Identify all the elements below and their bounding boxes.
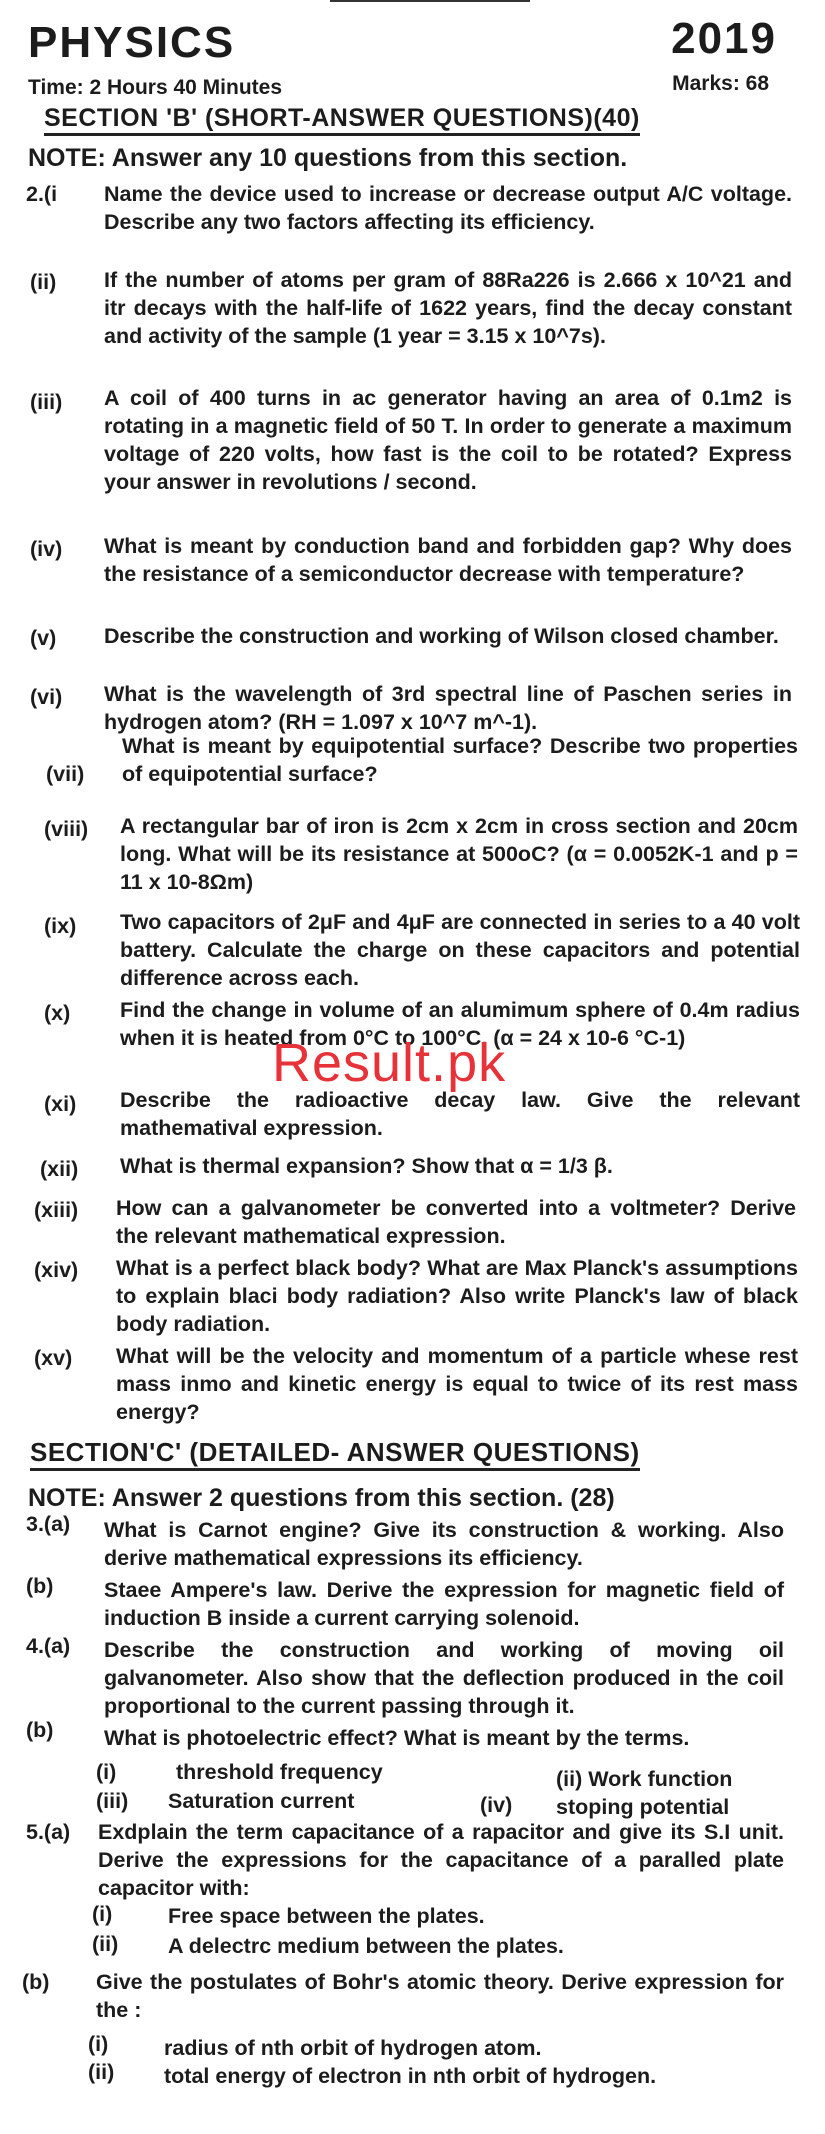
paper-title: PHYSICS [28,18,236,67]
question-text: A rectangular bar of iron is 2cm x 2cm in cross section and 20cm long. What will be its resistance at 500oC? (α = 0.0052K-1 and p = 11 x 10-8Ωm) [120,814,798,894]
sub-label: (ii) [92,1932,119,1956]
question-number: (iv) [30,537,63,561]
total-marks: Marks: 68 [672,72,769,95]
question-text: Describe the construction and working of Wilson closed chamber. [104,624,779,648]
section-b-heading: SECTION 'B' (SHORT-ANSWER QUESTIONS)(40) [44,104,640,136]
question-text: A coil of 400 turns in ac generator having an area of 0.1m2 is rotating in a magnetic field of 50 T. In order to generate a maximum voltage of 220 volts, how fast is the coil to be rotated? Express your answer in revolutions / second. [104,386,792,494]
question-number: (xii) [40,1157,79,1181]
question-text: Describe the construction and working of moving oil galvanometer. Also show that the deflection produced in the coil proportional to the current passing through it. [104,1638,784,1718]
question-text: Describe the radioactive decay law. Give the relevant mathematival expression. [120,1088,800,1140]
question-number: (viii) [44,817,89,841]
term-text: (ii) Work function [556,1767,733,1791]
section-c-heading: SECTION'C' (DETAILED- ANSWER QUESTIONS) [30,1437,640,1471]
time-allowed: Time: 2 Hours 40 Minutes [28,76,283,99]
question-number: 2.(i [26,182,58,206]
question-text: Staee Ampere's law. Derive the expression for magnetic field of induction B inside a current carrying solenoid. [104,1578,784,1630]
question-number: (x) [44,1001,71,1025]
question-text: Two capacitors of 2μF and 4μF are connected in series to a 40 volt battery. Calculate the charge on these capacitors and potential difference across each. [120,910,800,990]
question-number: (ii) [30,270,57,294]
question-number: 5.(a) [26,1820,71,1844]
question-text: What is meant by conduction band and forbidden gap? Why does the resistance of a semiconductor decrease with temperature? [104,534,792,586]
question-number: (b) [22,1970,50,1994]
question-number: (ix) [44,914,77,938]
question-number: (xiii) [34,1198,79,1222]
sub-label: (i) [92,1902,113,1926]
term-label: (i) [96,1760,117,1784]
term-label: (iv) [480,1793,513,1817]
section-b-note: NOTE: Answer any 10 questions from this section. [28,144,628,172]
question-text: What is meant by equipotential surface? Describe two properties of equipotential surface? [122,734,798,786]
paper-year: 2019 [671,14,777,63]
question-number: (xv) [34,1346,73,1370]
question-text: Find the change in volume of an alumimum sphere of 0.4m radius when it is heated from 0°C to 100°C. (α = 24 x 10-6 °C-1) [120,998,800,1050]
term-text: Saturation current [168,1789,355,1813]
question-text: Exdplain the term capacitance of a rapacitor and give its S.I unit. Derive the expressions for the capacitance of a paralled plate capacitor with: [98,1820,784,1900]
question-number: (xi) [44,1092,77,1116]
question-number: (vii) [46,762,85,786]
question-text: What is Carnot engine? Give its construction & working. Also derive mathematical expressions its efficiency. [104,1518,784,1570]
question-text: What is the wavelength of 3rd spectral line of Paschen series in hydrogen atom? (RH = 1.097 x 10^7 m^-1). [104,682,792,734]
term-label: (iii) [96,1789,129,1813]
question-number: 4.(a) [26,1634,71,1658]
sub-text: total energy of electron in nth orbit of hydrogen. [164,2064,657,2088]
question-text: How can a galvanometer be converted into a voltmeter? Derive the relevant mathematical expression. [116,1196,796,1248]
watermark: Result.pk [272,1033,507,1093]
question-number: (iii) [30,390,63,414]
sub-label: (ii) [88,2060,115,2084]
top-rule [330,0,530,2]
question-text: Name the device used to increase or decrease output A/C voltage. Describe any two factors affecting its efficiency. [104,182,792,234]
question-text: What will be the velocity and momentum of a particle whese rest mass inmo and kinetic energy is equal to twice of its rest mass energy? [116,1344,798,1424]
sub-text: radius of nth orbit of hydrogen atom. [164,2036,542,2060]
question-number: (vi) [30,685,63,709]
question-number: (v) [30,626,57,650]
question-text: If the number of atoms per gram of 88Ra226 is 2.666 x 10^21 and itr decays with the half-life of 1622 years, find the decay constant and activity of the sample (1 year = 3.15 x 10^7s). [104,268,792,348]
question-text: What is a perfect black body? What are Max Planck's assumptions to explain blaci body radiation? Also write Planck's law of black body radiation. [116,1256,798,1336]
question-number: 3.(a) [26,1512,71,1536]
term-text: threshold frequency [176,1760,383,1784]
question-text: What is photoelectric effect? What is meant by the terms. [104,1726,690,1750]
question-number: (b) [26,1574,54,1598]
term-text: stoping potential [556,1795,730,1819]
sub-text: A delectrc medium between the plates. [168,1934,564,1958]
question-number: (b) [26,1718,54,1742]
sub-text: Free space between the plates. [168,1904,485,1928]
question-text: What is thermal expansion? Show that α = 1/3 β. [120,1154,613,1178]
question-number: (xiv) [34,1258,79,1282]
question-text: Give the postulates of Bohr's atomic theory. Derive expression for the : [96,1970,784,2022]
sub-label: (i) [88,2032,109,2056]
section-c-note: NOTE: Answer 2 questions from this section. (28) [28,1484,615,1512]
